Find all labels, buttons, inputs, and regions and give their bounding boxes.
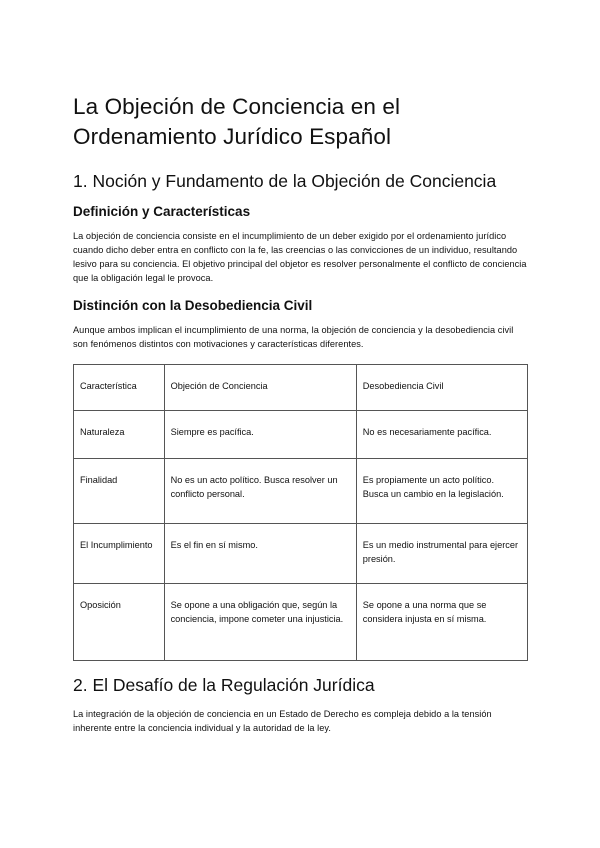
table-cell: No es un acto político. Busca resolver un conflicto personal. <box>164 459 356 524</box>
table-row <box>74 584 528 661</box>
table-cell: No es necesariamente pacífica. <box>356 411 527 459</box>
title-line-2: Ordenamiento Jurídico Español <box>73 124 392 149</box>
regulation-paragraph: La integración de la objeción de conciencia en un Estado de Derecho es compleja debido a la tensión inherente entre la conciencia individual y la autoridad de la ley. <box>73 709 492 733</box>
title-line-1: La Objeción de Conciencia en el <box>73 94 401 119</box>
section-2-heading: 2. El Desafío de la Regulación Jurídica <box>73 675 375 695</box>
comparison-table <box>73 364 528 661</box>
table-header-cell: Característica <box>74 365 165 411</box>
section-1-heading: 1. Noción y Fundamento de la Objeción de Conciencia <box>73 171 497 191</box>
table-cell: Oposición <box>74 584 165 661</box>
table-header-cell: Desobediencia Civil <box>356 365 527 411</box>
definition-heading: Definición y Características <box>73 204 251 219</box>
document-title <box>73 92 528 152</box>
table-cell: El Incumplimiento <box>74 524 165 584</box>
table-row <box>74 524 528 584</box>
table-cell: Se opone a una obligación que, según la conciencia, impone cometer una injusticia. <box>164 584 356 661</box>
distinction-heading: Distinción con la Desobediencia Civil <box>73 298 313 313</box>
table-cell: Es un medio instrumental para ejercer presión. <box>356 524 527 584</box>
table-cell: Naturaleza <box>74 411 165 459</box>
table-row <box>74 459 528 524</box>
table-header-row <box>74 365 528 411</box>
table-header-cell: Objeción de Conciencia <box>164 365 356 411</box>
table-row <box>74 411 528 459</box>
document-page <box>73 92 528 735</box>
distinction-paragraph: Aunque ambos implican el incumplimiento de una norma, la objeción de conciencia y la desobediencia civil son fenómenos distintos con motivaciones y características diferentes. <box>73 325 514 349</box>
table-cell: Es el fin en sí mismo. <box>164 524 356 584</box>
table-cell: Finalidad <box>74 459 165 524</box>
table-cell: Se opone a una norma que se considera injusta en sí misma. <box>356 584 527 661</box>
definition-paragraph: La objeción de conciencia consiste en el incumplimiento de un deber exigido por el ordenamiento jurídico cuando dicho deber entra en conflicto con la fe, las creencias o las convicciones de un individuo, resultando lesivo para su conciencia. El objetivo principal del objetor es resolver personalmente el conflicto de conciencia que la obligación legal le provoca. <box>73 231 527 283</box>
table-cell: Es propiamente un acto político. Busca un cambio en la legislación. <box>356 459 527 524</box>
table-cell: Siempre es pacífica. <box>164 411 356 459</box>
